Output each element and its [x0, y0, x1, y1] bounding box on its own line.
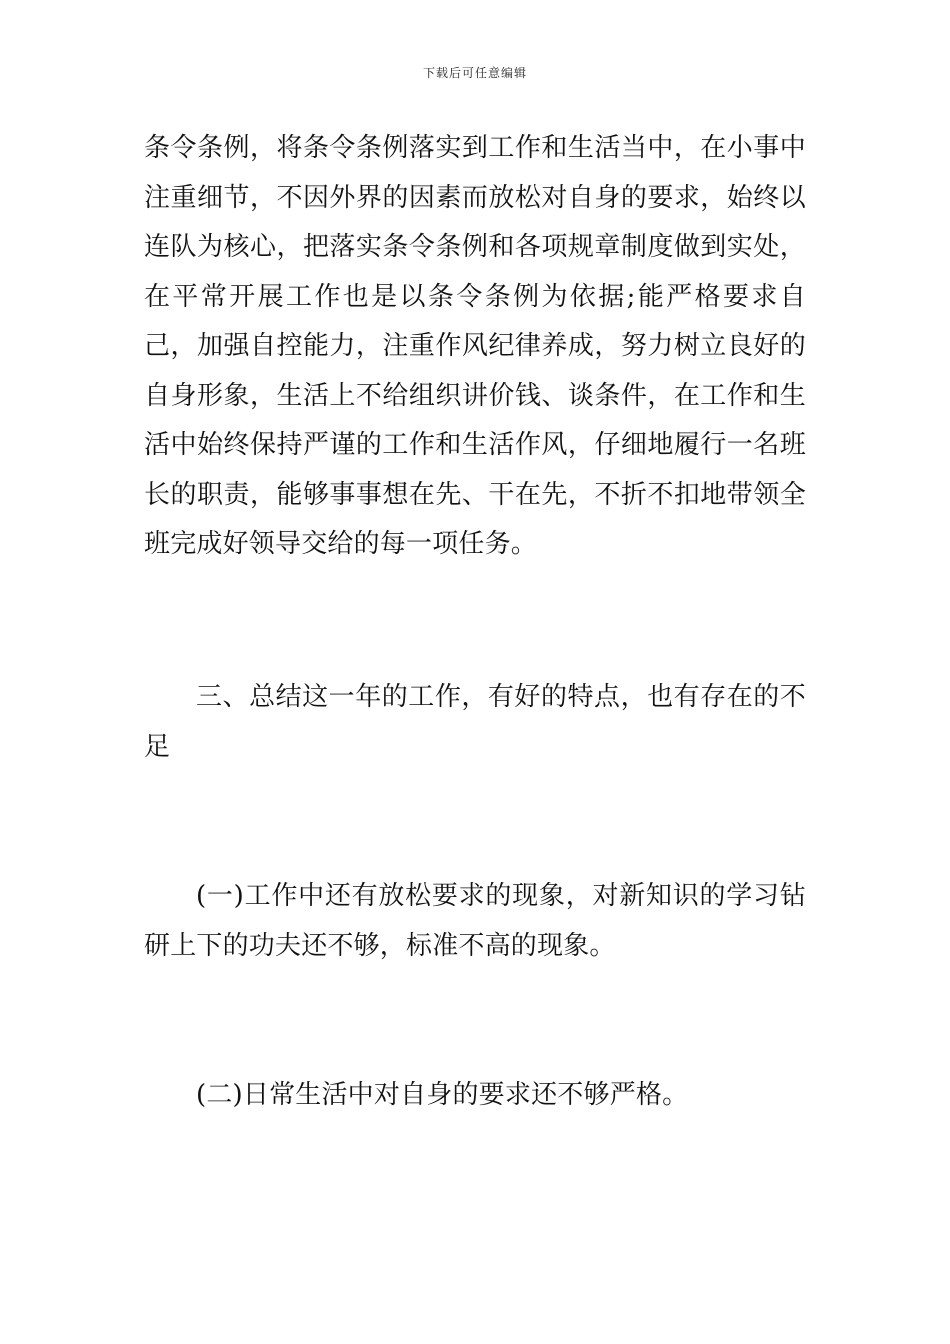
header-note: 下载后可任意编辑 — [422, 66, 527, 80]
list-item-1: (一)工作中还有放松要求的现象，对新知识的学习钻研上下的功夫还不够，标准不高的现象。 — [144, 881, 806, 961]
body-paragraph: 条令条例，将条令条例落实到工作和生活当中，在小事中注重细节，不因外界的因素而放松对自身的要求，始终以连队为核心，把落实条令条例和各项规章制度做到实处，在平常开展工作也是以条令条例为依据;能严格要求自己，加强自控能力，注重作风纪律养成，努力树立良好的自身形象，生活上不给组织讲价钱、谈条件，在工作和生活中始终保持严谨的工作和生活作风，仔细地履行一名班长的职责，能够事事想在先、干在先，不折不扣地带领全班完成好领导交给的每一项任务。 — [144, 133, 806, 559]
list-item-2: (二)日常生活中对自身的要求还不够严格。 — [196, 1080, 689, 1110]
section-heading: 三、总结这一年的工作，有好的特点，也有存在的不足 — [144, 682, 806, 762]
